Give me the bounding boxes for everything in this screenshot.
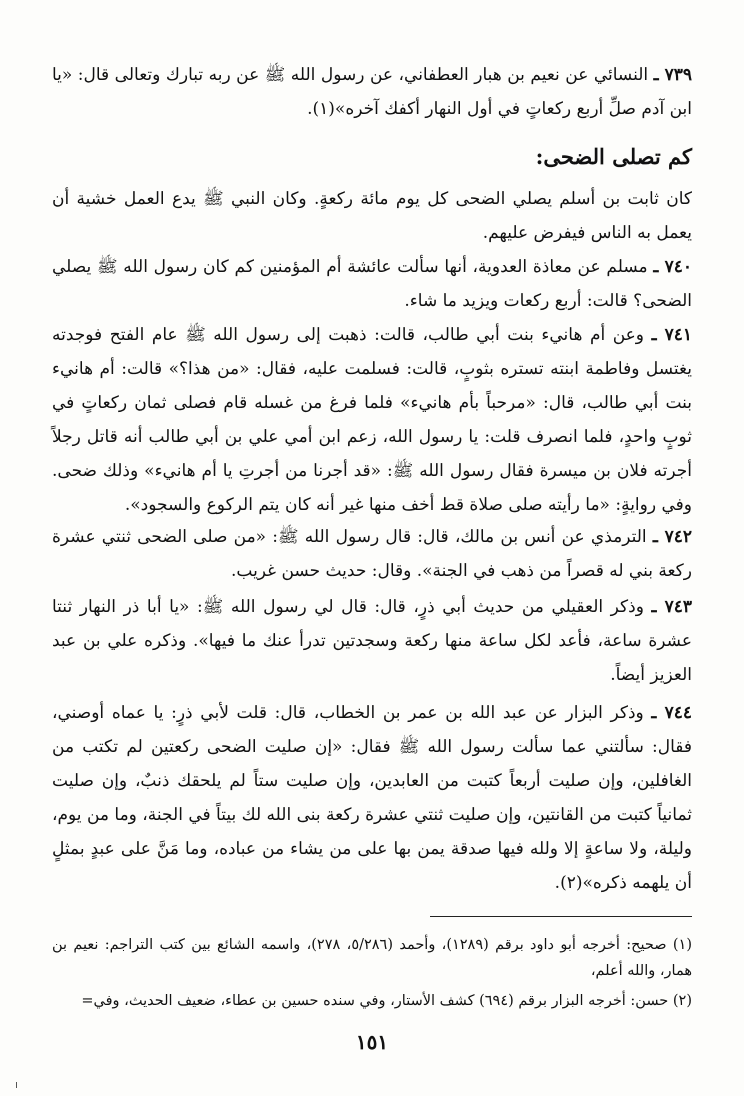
hadith-text: وعن أم هانيء بنت أبي طالب، قالت: ذهبت إلى رسول الله ﷺ عام الفتح فوجدته يغتسل وفاطمة ابنته تستره بثوبٍ، قالت: فسلمت عليه، فقال: «من هذا؟» قالت: أم هانيء بنت أبي طالب، قال: «مرحباً بأم هانيء» فلما فرغ من غسله قام فصلى ثمان ركعاتٍ في ثوبٍ واحدٍ، فلما انصرف قلت: يا رسول الله، زعم ابن أمي علي بن أبي طالب أنه قاتل رجلاً أجرته فلان بن ميسرة فقال رسول الله ﷺ: «قد أجرنا من أجرتِ يا أم هانيء» وذلك ضحى. وفي روايةٍ: «ما رأيته صلى صلاة قط أخف منها غير أنه كان يتم الركوع والسجود». <box>52 325 692 515</box>
footnote-label: (١) <box>672 937 693 953</box>
footnote-1 <box>52 932 692 984</box>
hadith-number: ٧٤٤ ـ <box>651 703 692 723</box>
footnote-text: حسن: أخرجه البزار برقم (٦٩٤) كشف الأستار، وفي سنده حسين بن عطاء، ضعيف الحديث، وفي= <box>81 993 669 1009</box>
book-page <box>52 0 692 1096</box>
page-number: ١٥١ <box>355 1030 389 1054</box>
hadith-742 <box>52 520 692 588</box>
hadith-number: ٧٤١ ـ <box>651 325 693 345</box>
hadith-text: النسائي عن نعيم بن هبار العطفاني، عن رسول الله ﷺ عن ربه تبارك وتعالى قال: «يا ابن آدم صلِّ أربع ركعاتٍ في أول النهار أكفك آخره»(١). <box>52 65 692 119</box>
hadith-text: وذكر العقيلي من حديث أبي ذرٍ، قال: قال لي رسول الله ﷺ: «يا أبا ذر النهار ثنتا عشرة ساعة، فأعد لكل ساعة منها ركعة وسجدتين تدرأ عنك ما فيها». وذكره علي بن عبد العزيز أيضاً. <box>52 597 692 685</box>
footnote-label: (٢) <box>672 993 692 1009</box>
footnote-separator <box>430 916 692 917</box>
footnote-2 <box>52 988 692 1014</box>
hadith-744 <box>52 696 692 900</box>
section-heading: كم تصلى الضحى: <box>535 144 692 169</box>
hadith-text: وذكر البزار عن عبد الله بن عمر بن الخطاب، قال: قلت لأبي ذرٍ: يا عماه أوصني، فقال: سألتني عما سألت رسول الله ﷺ فقال: «إن صليت الضحى ركعتين لم تكتب من الغافلين، وإن صليت أربعاً كتبت من العابدين، وإن صليت ستاً لم يلحقك ذنبٌ، وإن صليت ثمانياً كتبت من القانتين، وإن صليت ثنتي عشرة ركعة بنى الله لك بيتاً في الجنة، وما من يوم، وليلة، ولا ساعةٍ إلا ولله فيها صدقة يمن بها على من يشاء من عباده، وما مَنَّ على عبدٍ بمثلٍ أن يلهمه ذكره»(٢). <box>52 703 692 893</box>
intro-paragraph: كان ثابت بن أسلم يصلي الضحى كل يوم مائة ركعةٍ. وكان النبي ﷺ يدع العمل خشية أن يعمل به الناس فيفرض عليهم. <box>52 189 692 243</box>
footnote-text: صحيح: أخرجه أبو داود برقم (١٢٨٩)، وأحمد (٥/٢٨٦، ٢٧٨)، واسمه الشائع بين كتب التراجم: نعيم بن همار، والله أعلم، <box>52 937 692 979</box>
hadith-number: ٧٤٠ ـ <box>653 257 693 277</box>
hadith-743 <box>52 590 692 692</box>
hadith-741 <box>52 318 692 522</box>
hadith-740 <box>52 250 692 318</box>
hadith-text: الترمذي عن أنس بن مالك، قال: قال رسول الله ﷺ: «من صلى الضحى ثنتي عشرة ركعة بني له قصراً من ذهب في الجنة». وقال: حديث حسن غريب. <box>52 527 692 581</box>
hadith-text: مسلم عن معاذة العدوية، أنها سألت عائشة أم المؤمنين كم كان رسول الله ﷺ يصلي الضحى؟ قالت: أربع ركعات ويزيد ما شاء. <box>52 257 692 311</box>
hadith-number: ٧٣٩ ـ <box>653 65 693 85</box>
hadith-number: ٧٤٢ ـ <box>652 527 692 547</box>
hadith-number: ٧٤٣ ـ <box>651 597 692 617</box>
scan-mark <box>16 1082 17 1088</box>
hadith-739 <box>52 58 692 126</box>
